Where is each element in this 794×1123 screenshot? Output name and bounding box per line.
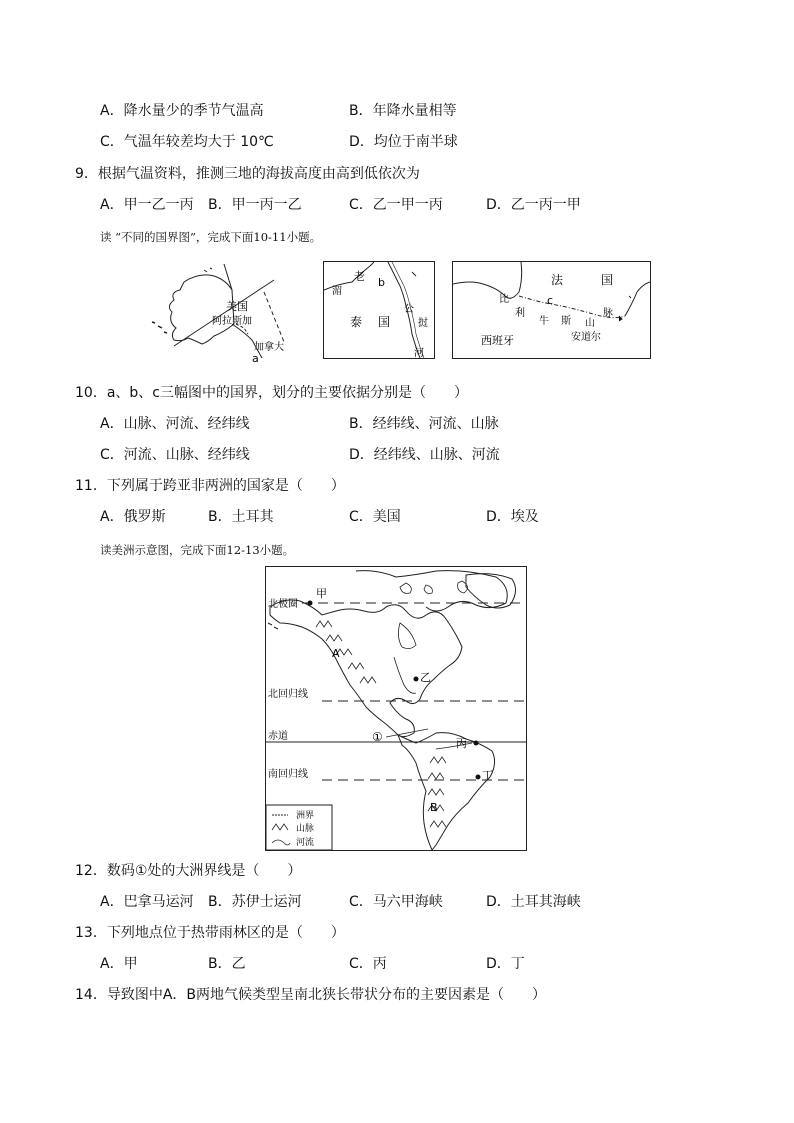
map-b-he-label: 河 [414, 348, 424, 358]
legend-boundary-label: 洲界 [296, 811, 315, 821]
map-b-letter: b [378, 276, 385, 289]
map-b-frame [323, 261, 435, 359]
map-c-france-label2: 国 [601, 273, 614, 287]
q10-option-b: B．经纬线、河流、山脉 [349, 416, 499, 432]
q8-option-b: B．年降水量相等 [349, 103, 457, 119]
legend-mountain-label: 山脉 [296, 824, 315, 834]
arctic-circle-label: 北极圈 [268, 599, 298, 610]
map-a-usa-label: 美国 [226, 300, 248, 313]
q11-stem: 11．下列属于跨亚非两洲的国家是（ ） [75, 478, 345, 494]
q12-option-a: A．巴拿马运河 [100, 894, 194, 910]
map-c-frame [452, 261, 651, 359]
map-c-andorra-label: 安道尔 [571, 332, 601, 343]
q9-option-b: B．甲一丙一乙 [208, 197, 302, 213]
map-b-gong-label: 公 [404, 304, 414, 315]
point-yi-label: 乙 [420, 671, 431, 684]
point-ding-label: 丁 [482, 769, 493, 782]
map-c-france-label1: 法 [551, 273, 564, 287]
region-a-label: A [332, 647, 340, 660]
map-c-france-spain [453, 262, 650, 358]
intro-12-13: 读美洲示意图，完成下面12-13小题。 [100, 543, 295, 557]
point-jia-label: 甲 [316, 587, 327, 600]
q8-option-c: C．气温年较差均大于 10℃ [100, 134, 274, 150]
map-a-alaska-label: 阿拉斯加 [212, 316, 252, 327]
q10-option-d: D．经纬线、山脉、河流 [349, 447, 500, 463]
q12-option-d: D．土耳其海峡 [486, 894, 581, 910]
americas-map [266, 567, 526, 850]
map-c-shan-label: 山 [585, 318, 595, 329]
map-a-alaska [144, 262, 314, 362]
q11-option-c: C．美国 [349, 509, 401, 525]
map-c-niu-label: 牛 [539, 316, 549, 327]
q10-option-c: C．河流、山脉、经纬线 [100, 447, 250, 463]
q9-option-d: D．乙一丙一甲 [486, 197, 581, 213]
q13-option-c: C．丙 [349, 956, 387, 972]
map-b-laos-label: 老 [354, 270, 365, 283]
q8-option-a: A．降水量少的季节气温高 [100, 103, 264, 119]
map-b-zhuo-label: 挝 [418, 318, 428, 329]
point-bing-label: 丙 [456, 737, 467, 750]
map-c-letter: c [547, 294, 554, 307]
q13-stem: 13．下列地点位于热带雨林区的是（ ） [75, 925, 345, 941]
map-c-li-label: 利 [515, 308, 525, 319]
marker-1-label: ① [372, 730, 383, 744]
map-c-spain-label: 西班牙 [481, 334, 514, 347]
map-a-letter: a [252, 352, 259, 362]
q10-stem: 10．a、b、c三幅图中的国界，划分的主要依据分别是（ ） [75, 385, 468, 401]
q8-option-d: D．均位于南半球 [349, 134, 458, 150]
q13-option-b: B．乙 [208, 956, 246, 972]
map-c-bi-label: 比 [499, 294, 509, 305]
tropic-south-label: 南回归线 [268, 769, 308, 780]
map-c-mai-label: 脉 [603, 308, 613, 319]
tropic-north-label: 北回归线 [268, 689, 308, 700]
map-b-thailand-label1: 泰 [350, 315, 363, 329]
q9-option-c: C．乙一甲一丙 [349, 197, 443, 213]
q12-option-b: B．苏伊士运河 [208, 894, 302, 910]
q13-option-a: A．甲 [100, 956, 138, 972]
map-c-si-label: 斯 [561, 316, 571, 327]
map-b-thailand-laos [324, 262, 434, 358]
q12-stem: 12．数码①处的大洲界线是（ ） [75, 863, 302, 879]
q11-option-a: A．俄罗斯 [100, 509, 166, 525]
map-b-thailand-label2: 国 [378, 315, 391, 329]
q12-option-c: C．马六甲海峡 [349, 894, 443, 910]
intro-10-11: 读 “不同的国界图”，完成下面10-11小题。 [100, 230, 322, 244]
equator-label: 赤道 [268, 731, 288, 742]
q14-stem: 14．导致图中A．B两地气候类型呈南北狭长带状分布的主要因素是（ ） [75, 987, 546, 1003]
map-a-canada-label: 加拿大 [254, 342, 284, 353]
q11-option-b: B．土耳其 [208, 509, 274, 525]
q9-option-a: A．甲一乙一丙 [100, 197, 194, 213]
q10-option-a: A．山脉、河流、经纬线 [100, 416, 250, 432]
q13-option-d: D．丁 [486, 956, 525, 972]
legend-river-label: 河流 [296, 838, 315, 848]
q11-option-d: D．埃及 [486, 509, 539, 525]
americas-map-frame [265, 566, 527, 851]
region-b-label: B [430, 801, 438, 814]
map-b-mekong-label: 湄 [332, 286, 342, 297]
q9-stem: 9．根据气温资料，推测三地的海拔高度由高到低依次为 [75, 166, 420, 182]
